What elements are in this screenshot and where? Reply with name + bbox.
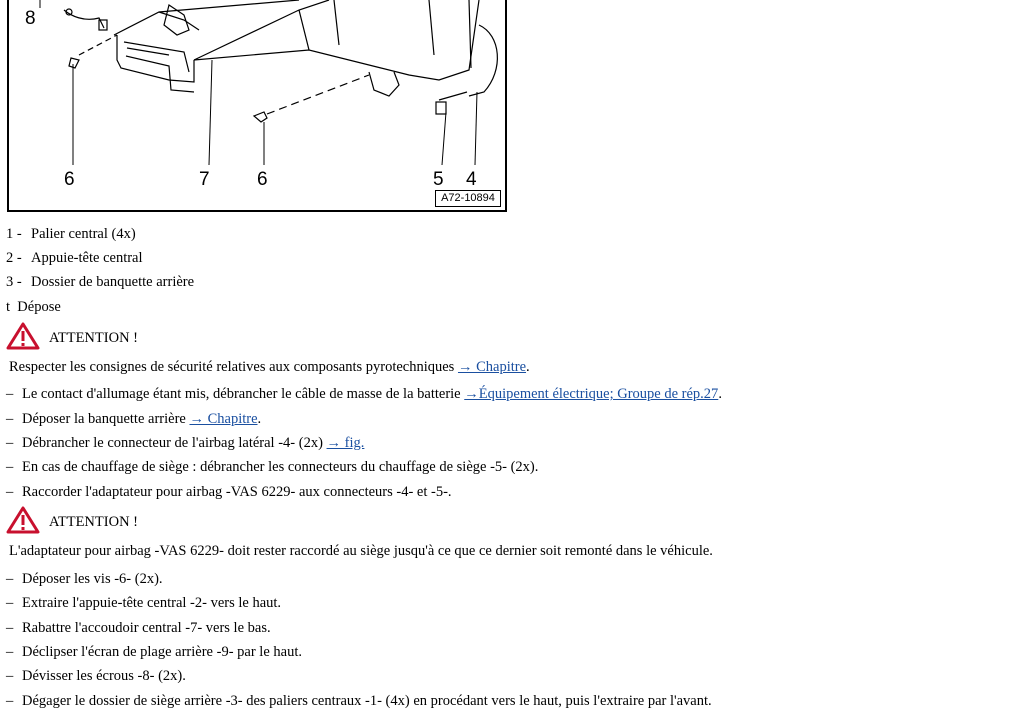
step-dash: – [6, 693, 14, 709]
step-dash: – [6, 644, 14, 660]
figure-reference: A72-10894 [435, 190, 501, 207]
step-item: – Dégager le dossier de siège arrière -3- des paliers centraux -1- (4x) en procédant vers le haut, puis l'extraire par l'avant. [6, 693, 712, 709]
step-dash: – [6, 595, 14, 611]
step-dash: – [6, 411, 14, 427]
step-dash: – [6, 386, 14, 402]
step-dash: – [6, 484, 14, 500]
step-item: – Dévisser les écrous -8- (2x). [6, 668, 186, 684]
electrical-equipment-link[interactable]: →Équipement électrique; Groupe de rép.27 [464, 386, 719, 402]
chapter-link[interactable]: → Chapitre [457, 359, 527, 375]
section-title-text: Dépose [17, 299, 61, 315]
legend-item [6, 273, 194, 291]
legend-item [6, 249, 143, 267]
step-dash: – [6, 435, 14, 451]
callout-6-left: 6 [64, 169, 75, 190]
warning-label: ATTENTION ! [49, 330, 138, 346]
chapter-link[interactable]: → Chapitre [189, 411, 258, 427]
step-item: – Déclipser l'écran de plage arrière -9- par le haut. [6, 644, 302, 660]
legend-number: 1 - [6, 226, 22, 242]
step-dash: – [6, 668, 14, 684]
legend-text: Appuie-tête central [31, 250, 143, 266]
exploded-diagram [7, 0, 507, 212]
step-dash: – [6, 620, 14, 636]
callout-8: 8 [25, 8, 36, 29]
warning-text: Respecter les consignes de sécurité relatives aux composants pyrotechniques → Chapitre. [9, 359, 530, 375]
step-dash: – [6, 571, 14, 587]
step-item: – Déposer les vis -6- (2x). [6, 571, 163, 587]
step-item: – Le contact d'allumage étant mis, débrancher le câble de masse de la batterie →Équipement électrique; Groupe de rép.27. [6, 386, 722, 402]
step-item: – Rabattre l'accoudoir central -7- vers le bas. [6, 620, 271, 636]
section-marker: t [6, 299, 11, 315]
step-item: – En cas de chauffage de siège : débrancher les connecteurs du chauffage de siège -5- (2x). [6, 459, 539, 475]
legend-text: Dossier de banquette arrière [31, 274, 195, 290]
callout-4: 4 [466, 169, 477, 190]
warning-triangle-icon [6, 322, 40, 350]
step-dash: – [6, 459, 14, 475]
step-item: – Débrancher le connecteur de l'airbag latéral -4- (2x) → fig. [6, 435, 365, 451]
legend-number: 2 - [6, 250, 22, 266]
step-item: – Déposer la banquette arrière → Chapitre. [6, 411, 262, 427]
warning-triangle-icon [6, 506, 40, 534]
callout-6-right: 6 [257, 169, 268, 190]
callout-5: 5 [433, 169, 444, 190]
callout-7: 7 [199, 169, 210, 190]
legend-item [6, 225, 136, 243]
section-title [6, 298, 61, 316]
warning-text: L'adaptateur pour airbag -VAS 6229- doit rester raccordé au siège jusqu'à ce que ce dernier soit remonté dans le véhicule. [9, 543, 713, 559]
step-item: – Raccorder l'adaptateur pour airbag -VAS 6229- aux connecteurs -4- et -5-. [6, 484, 452, 500]
figure-link[interactable]: → fig. [326, 435, 365, 451]
warning-label: ATTENTION ! [49, 514, 138, 530]
legend-text: Palier central (4x) [31, 226, 136, 242]
step-item: – Extraire l'appuie-tête central -2- vers le haut. [6, 595, 282, 611]
legend-number: 3 - [6, 274, 22, 290]
